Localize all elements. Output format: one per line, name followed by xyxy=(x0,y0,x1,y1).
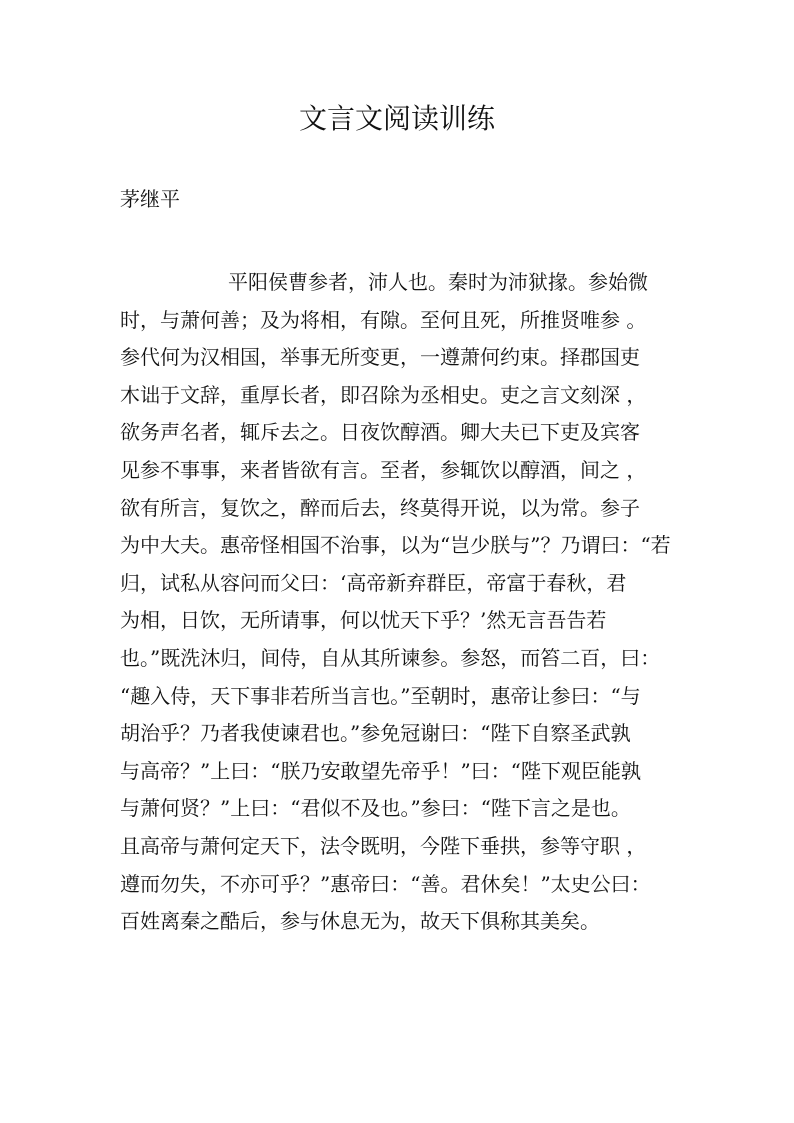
passage-body xyxy=(120,264,680,941)
passage-line: 见参不事事，来者皆欲有言。至者，参辄饮以醇酒，间之 ， xyxy=(120,457,647,482)
passage-line: 与高帝？”上曰：“朕乃安敢望先帝乎！”曰：“陛下观臣能孰 xyxy=(120,758,641,783)
passage-line: 胡治乎？乃者我使谏君也。”参免冠谢曰：“陛下自察圣武孰 xyxy=(120,721,631,746)
passage-line: 欲务声名者，辄斥去之。日夜饮醇酒。卿大夫已下吏及宾客 xyxy=(120,420,640,445)
passage-line: 与萧何贤？”上曰：“君似不及也。”参曰：“陛下言之是也。 xyxy=(120,796,631,821)
passage-line: 为相，日饮，无所请事，何以忧天下乎？’然无言吾告若 xyxy=(120,608,607,633)
passage-line: 为中大夫。惠帝怪相国不治事，以为“岂少朕与”？乃谓曰：“若 xyxy=(120,533,671,558)
passage-line: 且高帝与萧何定天下，法令既明，今陛下垂拱，参等守职 ， xyxy=(120,833,647,858)
passage-line: 归，试私从容问而父曰：‘高帝新弃群臣，帝富于春秋，君 xyxy=(120,570,627,595)
passage-line: “趣入侍，天下事非若所当言也。”至朝时，惠帝让参曰：“与 xyxy=(120,683,641,708)
document-title: 文言文阅读训练 xyxy=(298,102,495,135)
passage-line: 也。”既洗沐归，间侍，自从其所谏参。参怒，而笞二百，曰： xyxy=(120,645,661,670)
passage-line: 平阳侯曹参者，沛人也。秦时为沛狱掾。参始微 xyxy=(228,270,648,294)
passage-line: 遵而勿失，不亦可乎？”惠帝曰：“善。君休矣！”太史公曰： xyxy=(120,871,651,896)
author-name: 茅继平 xyxy=(120,187,180,211)
passage-line: 欲有所言，复饮之，醉而后去，终莫得开说，以为常。参子 xyxy=(120,495,640,520)
passage-line: 时，与萧何善；及为将相，有隙。至何且死，所推贤唯参 。 xyxy=(120,307,647,332)
passage-line: 木诎于文辞，重厚长者，即召除为丞相史。吏之言文刻深 ， xyxy=(120,382,647,407)
passage-line: 参代何为汉相国，举事无所变更，一遵萧何约束。择郡国吏 xyxy=(120,345,640,370)
passage-line: 百姓离秦之酷后，参与休息无为，故天下俱称其美矣。 xyxy=(120,909,600,934)
